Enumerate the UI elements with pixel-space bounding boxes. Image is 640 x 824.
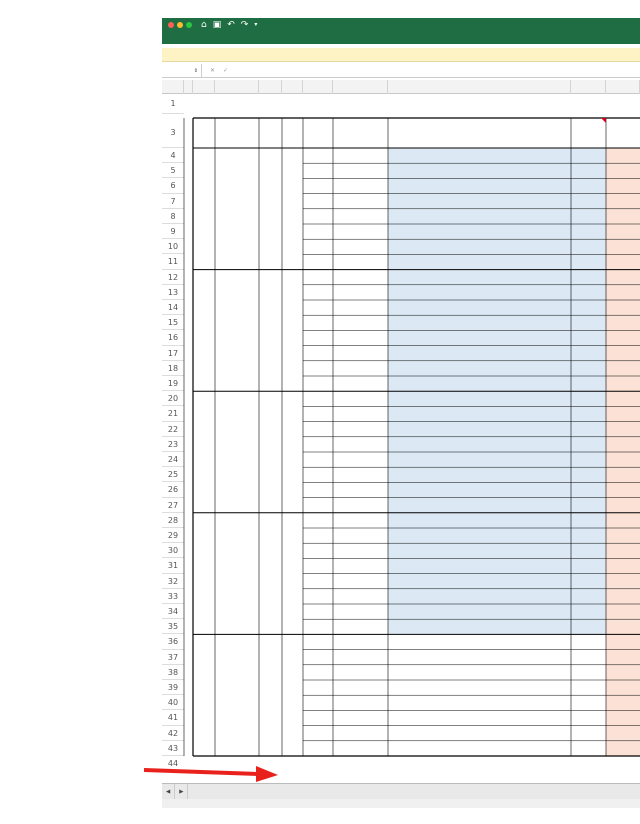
header-cell: [606, 118, 640, 148]
extra-cell: [606, 726, 640, 741]
input-cell: [388, 589, 571, 604]
row-header[interactable]: 22: [162, 422, 184, 437]
extra-cell: [606, 209, 640, 224]
input-cell: [388, 300, 571, 315]
input-cell: [388, 482, 571, 497]
save-icon[interactable]: ▣: [212, 20, 222, 30]
extra-cell: [606, 163, 640, 178]
status-bar: [162, 799, 640, 808]
extra-cell: [606, 695, 640, 710]
input-cell: [571, 330, 606, 345]
input-cell: [571, 346, 606, 361]
extra-cell: [606, 634, 640, 649]
worksheet-grid[interactable]: [162, 80, 640, 780]
row-header[interactable]: 38: [162, 665, 184, 680]
extra-cell: [606, 285, 640, 300]
row-header[interactable]: 33: [162, 589, 184, 604]
row-header[interactable]: 41: [162, 710, 184, 725]
extra-cell: [606, 239, 640, 254]
input-cell: [571, 178, 606, 193]
input-cell: [388, 543, 571, 558]
input-cell: [571, 163, 606, 178]
row-header[interactable]: 4: [162, 148, 184, 163]
row-header[interactable]: 34: [162, 604, 184, 619]
row-header[interactable]: 11: [162, 254, 184, 269]
customize-icon[interactable]: ▾: [254, 21, 258, 28]
extra-cell: [606, 315, 640, 330]
input-cell: [388, 330, 571, 345]
input-cell: [571, 422, 606, 437]
input-cell: [388, 452, 571, 467]
input-cell: [571, 619, 606, 634]
extra-cell: [606, 422, 640, 437]
input-cell: [571, 437, 606, 452]
input-cell: [571, 467, 606, 482]
input-cell: [571, 498, 606, 513]
row-header[interactable]: 28: [162, 513, 184, 528]
input-cell: [388, 285, 571, 300]
input-cell: [571, 558, 606, 573]
title-bar: [162, 18, 640, 32]
extra-cell: [606, 194, 640, 209]
input-cell: [571, 194, 606, 209]
input-cell: [388, 619, 571, 634]
input-cell: [388, 270, 571, 285]
input-cell: [571, 574, 606, 589]
enter-icon[interactable]: ✓: [223, 67, 229, 74]
formula-bar: [162, 64, 640, 78]
row-header[interactable]: 44: [162, 756, 184, 771]
input-cell: [571, 391, 606, 406]
input-cell: [388, 558, 571, 573]
row-header[interactable]: 19: [162, 376, 184, 391]
row-header[interactable]: 24: [162, 452, 184, 467]
extra-cell: [606, 543, 640, 558]
row-header[interactable]: 20: [162, 391, 184, 406]
row-header[interactable]: 16: [162, 330, 184, 345]
input-cell: [571, 361, 606, 376]
zoom-window-button[interactable]: [186, 22, 192, 28]
extra-cell: [606, 741, 640, 756]
row-header[interactable]: 8: [162, 209, 184, 224]
row-header[interactable]: 5: [162, 163, 184, 178]
row-header[interactable]: 9: [162, 224, 184, 239]
comment-marker: [601, 118, 606, 123]
input-cell: [388, 209, 571, 224]
row-header[interactable]: 40: [162, 695, 184, 710]
row-header[interactable]: 13: [162, 285, 184, 300]
input-cell: [571, 528, 606, 543]
extra-cell: [606, 270, 640, 285]
input-cell: [571, 300, 606, 315]
input-cell: [388, 604, 571, 619]
input-cell: [388, 224, 571, 239]
input-cell: [571, 224, 606, 239]
input-cell: [571, 452, 606, 467]
row-header[interactable]: 12: [162, 270, 184, 285]
row-header[interactable]: 37: [162, 650, 184, 665]
row-header[interactable]: 15: [162, 315, 184, 330]
input-cell: [571, 270, 606, 285]
input-cell: [388, 391, 571, 406]
extra-cell: [606, 482, 640, 497]
input-cell: [388, 148, 571, 163]
row-header[interactable]: 39: [162, 680, 184, 695]
annotation-arrow: [140, 762, 280, 782]
row-header[interactable]: 17: [162, 346, 184, 361]
row-header[interactable]: 18: [162, 361, 184, 376]
extra-cell: [606, 148, 640, 163]
extra-cell: [606, 589, 640, 604]
extra-cell: [606, 604, 640, 619]
input-cell: [388, 467, 571, 482]
input-cell: [571, 239, 606, 254]
extra-cell: [606, 376, 640, 391]
extra-cell: [606, 650, 640, 665]
extra-cell: [606, 558, 640, 573]
input-cell: [388, 194, 571, 209]
row-header[interactable]: 10: [162, 239, 184, 254]
row-header[interactable]: 32: [162, 574, 184, 589]
row-header[interactable]: 31: [162, 558, 184, 573]
row-header[interactable]: 35: [162, 619, 184, 634]
undo-icon[interactable]: ↶: [227, 20, 235, 30]
redo-icon[interactable]: ↷: [240, 20, 249, 30]
input-cell: [571, 254, 606, 269]
input-cell: [571, 589, 606, 604]
extra-cell: [606, 330, 640, 345]
input-cell: [571, 315, 606, 330]
extra-cell: [606, 391, 640, 406]
extra-cell: [606, 528, 640, 543]
row-header[interactable]: 26: [162, 482, 184, 497]
row-header[interactable]: 14: [162, 300, 184, 315]
extra-cell: [606, 665, 640, 680]
input-cell: [388, 406, 571, 421]
extra-cell: [606, 680, 640, 695]
extra-cell: [606, 224, 640, 239]
sheet-tab-bar: [162, 783, 640, 799]
input-cell: [388, 376, 571, 391]
input-cell: [571, 513, 606, 528]
extra-cell: [606, 346, 640, 361]
input-cell: [388, 528, 571, 543]
excel-window: [162, 18, 640, 808]
row-header[interactable]: 29: [162, 528, 184, 543]
input-cell: [388, 361, 571, 376]
row-header[interactable]: 42: [162, 726, 184, 741]
tab-scroll-right-icon[interactable]: ▶: [175, 784, 188, 800]
minimize-window-button[interactable]: [177, 22, 183, 28]
row-header[interactable]: 27: [162, 498, 184, 513]
extra-cell: [606, 361, 640, 376]
row-header[interactable]: 7: [162, 194, 184, 209]
input-cell: [388, 346, 571, 361]
input-cell: [388, 513, 571, 528]
row-header[interactable]: 1: [162, 94, 184, 114]
input-cell: [388, 498, 571, 513]
input-cell: [388, 239, 571, 254]
input-cell: [388, 574, 571, 589]
input-cell: [388, 315, 571, 330]
name-box-stepper-icon[interactable]: ⇕: [193, 67, 198, 74]
extra-cell: [606, 513, 640, 528]
extra-cell: [606, 437, 640, 452]
ribbon-tabs: [162, 32, 640, 44]
extra-cell: [606, 254, 640, 269]
tab-scroll-left-icon[interactable]: ◀: [162, 784, 175, 800]
input-cell: [571, 482, 606, 497]
cancel-icon[interactable]: ✕: [210, 67, 216, 74]
input-cell: [571, 209, 606, 224]
extra-cell: [606, 300, 640, 315]
input-cell: [388, 437, 571, 452]
input-cell: [388, 422, 571, 437]
extra-cell: [606, 574, 640, 589]
extra-cell: [606, 619, 640, 634]
extra-cell: [606, 406, 640, 421]
row-header[interactable]: 23: [162, 437, 184, 452]
table-grid-lines: [162, 80, 640, 780]
row-header[interactable]: 25: [162, 467, 184, 482]
input-cell: [571, 376, 606, 391]
extra-cell: [606, 467, 640, 482]
input-cell: [571, 148, 606, 163]
home-icon[interactable]: ⌂: [201, 20, 207, 30]
close-window-button[interactable]: [168, 22, 174, 28]
row-header[interactable]: 21: [162, 406, 184, 421]
input-cell: [571, 543, 606, 558]
extra-cell: [606, 498, 640, 513]
name-box[interactable]: [162, 64, 202, 78]
row-header[interactable]: 36: [162, 634, 184, 649]
extra-cell: [606, 452, 640, 467]
input-cell: [571, 406, 606, 421]
recovery-message-bar: [162, 48, 640, 62]
input-cell: [388, 178, 571, 193]
extra-cell: [606, 178, 640, 193]
row-header[interactable]: 30: [162, 543, 184, 558]
input-cell: [388, 254, 571, 269]
row-header[interactable]: 6: [162, 178, 184, 193]
input-cell: [571, 285, 606, 300]
extra-cell: [606, 710, 640, 725]
input-cell: [571, 604, 606, 619]
input-cell: [388, 163, 571, 178]
row-header[interactable]: 43: [162, 741, 184, 756]
row-header[interactable]: 3: [162, 118, 184, 148]
